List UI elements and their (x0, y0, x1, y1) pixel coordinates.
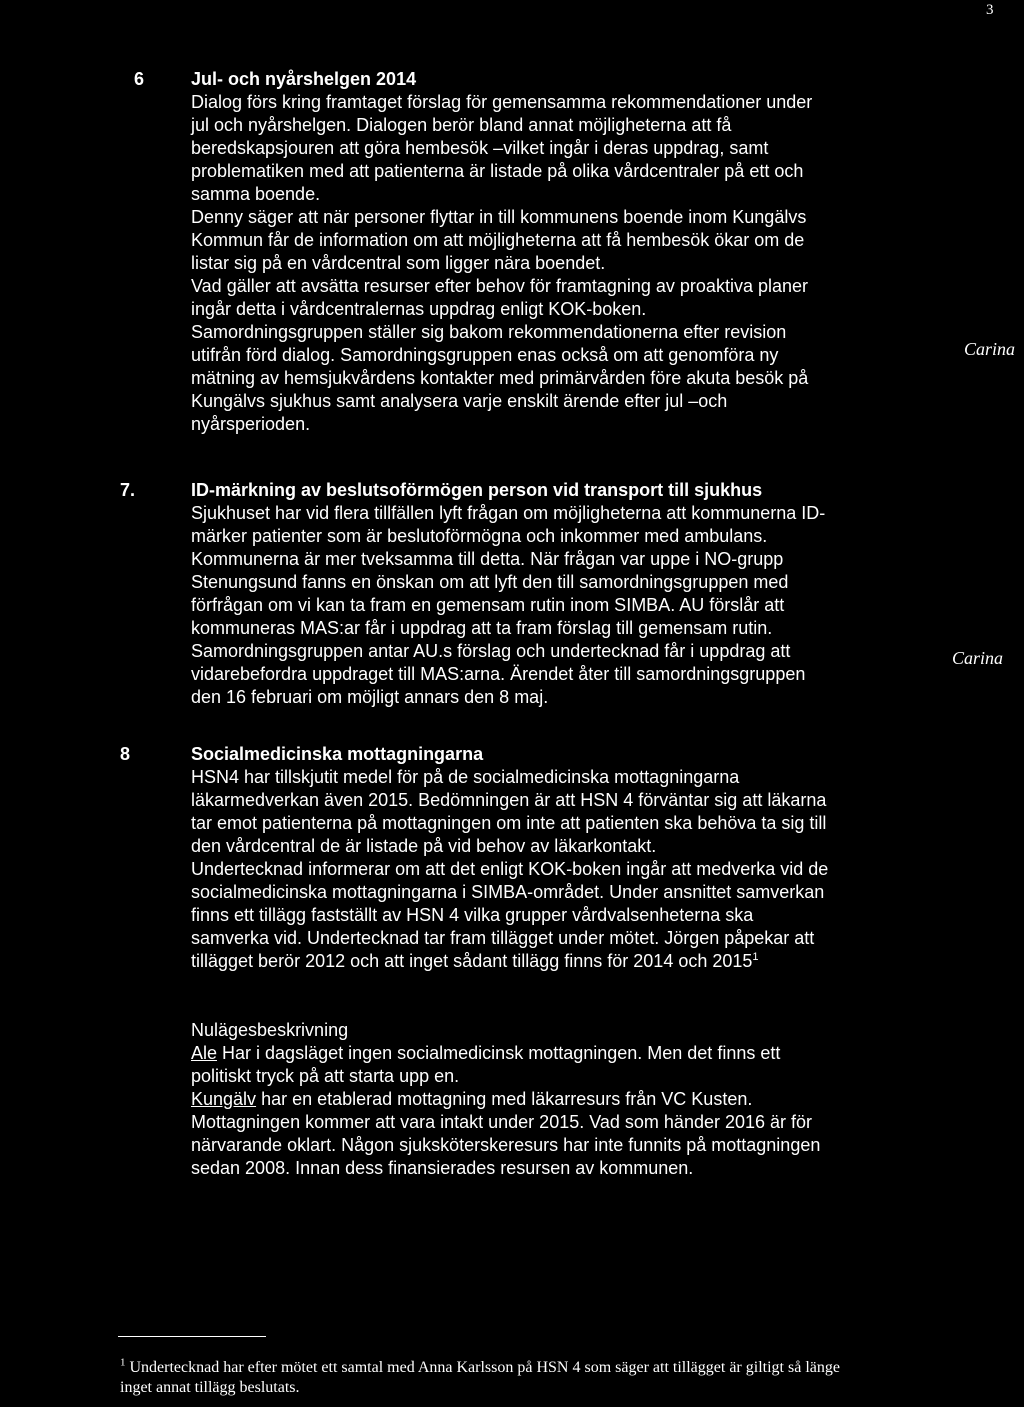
responsible-person: Carina (964, 339, 1016, 359)
responsible-person: Carina (952, 648, 1004, 668)
paragraph: Samordningsgruppen ställer sig bakom rekommendationerna efter revision utifrån förd dialog. Samordningsgruppen enas också om att genomföra ny mätning av hemsjukvårdens kontakter med primärvården före akuta besök på Kungälvs sjukhus samt analysera varje enskilt ärende efter jul –och nyårsperioden. (191, 322, 809, 434)
footnote-marker: 1 (120, 1356, 126, 1369)
locality-name: Ale (191, 1043, 218, 1063)
paragraph: Sjukhuset har vid flera tillfällen lyft frågan om möjligheterna att kommunerna ID- märker patienter som är beslutoförmögna och inkommer med ambulans. Kommunerna är mer tveksamma till detta. När frågan var uppe i NO-grupp Stenungsund fanns en önskan om att lyft den till samordningsgruppen med förfrågan om vi kan ta fram en gemensam rutin inom SIMBA. AU förslår att kommuneras MAS:ar får i uppdrag att ta fram förslag till gemensam rutin. Samordningsgruppen antar AU.s förslag och undertecknad får i uppdrag att vidarebefordra uppdraget till MAS:arna. Ärendet åter till samordningsgruppen den 16 februari om möjligt annars den 8 maj. (191, 503, 826, 707)
section-body (191, 766, 951, 1180)
section-title: ID-märkning av beslutsoförmögen person vid transport till sjukhus (191, 480, 763, 500)
subheading: Nulägesbeskrivning (191, 1020, 349, 1040)
page-number: 3 (986, 2, 994, 18)
section-title: Jul- och nyårshelgen 2014 (191, 69, 417, 89)
section-body (191, 502, 951, 709)
paragraph: Denny säger att när personer flyttar in till kommunens boende inom Kungälvs Kommun får de information om att möjligheterna att få hembesök ökar om de listar sig på en vårdcentral som ligger nära boendet. (191, 207, 807, 273)
paragraph: Vad gäller att avsätta resurser efter behov för framtagning av proaktiva planer ingår detta i vårdcentralernas uppdrag enligt KOK-boken. (191, 276, 808, 319)
footnote-reference[interactable]: 1 (752, 951, 759, 963)
locality-paragraph: Kungälv har en etablerad mottagning med läkarresurs från VC Kusten. Mottagningen kommer att vara intakt under 2015. Vad som händer 2016 är för närvarande oklart. Någon sjuksköterskeresurs har inte funnits på mottagningen sedan 2008. Innan dess finansierades resursen av kommunen. (191, 1089, 821, 1178)
locality-paragraph: Ale Har i dagsläget ingen socialmedicinsk mottagningen. Men det finns ett politiskt tryck på att starta upp en. (191, 1043, 781, 1086)
footnote-divider (118, 1336, 266, 1337)
section-number: 6 (134, 69, 145, 89)
section-number: 7. (120, 480, 136, 500)
paragraph: Undertecknad informerar om att det enligt KOK-boken ingår att medverka vid de socialmedicinska mottagningarna i SIMBA-området. Under ansnittet samverkan finns ett tillägg fastställt av HSN 4 vilka grupper vårdvalsenheterna ska samverka vid. Undertecknad tar fram tillägget under mötet. Jörgen påpekar att tillägget berör 2012 och att inget sådant tillägg finns för 2014 och 2015$^1$ (191, 859, 829, 971)
section-body (191, 91, 951, 436)
paragraph: Dialog förs kring framtaget förslag för gemensamma rekommendationer under jul och nyårshelgen. Dialogen berör bland annat möjligheterna att få beredskapsjouren att göra hembesök –vilket ingår i deras uppdrag, samt problematiken med att patienterna är listade på olika vårdcentraler på ett och samma boende. (191, 92, 813, 204)
footnote-text: Undertecknad har efter mötet ett samtal med Anna Karlsson på HSN 4 som säger att tillägget är giltigt så länge inget annat tillägg beslutats. (120, 1359, 840, 1396)
paragraph: HSN4 har tillskjutit medel för på de socialmedicinska mottagningarna läkarmedverkan även 2015. Bedömningen är att HSN 4 förväntar sig att läkarna tar emot patienterna på mottagningen om inte att patienten ska behöva ta sig till den vårdcentral de är listade på vid behov av läkarkontakt. (191, 767, 827, 856)
footnote (120, 1358, 1020, 1398)
section-title: Socialmedicinska mottagningarna (191, 744, 484, 764)
section-number: 8 (120, 744, 131, 764)
locality-name: Kungälv (191, 1089, 257, 1109)
